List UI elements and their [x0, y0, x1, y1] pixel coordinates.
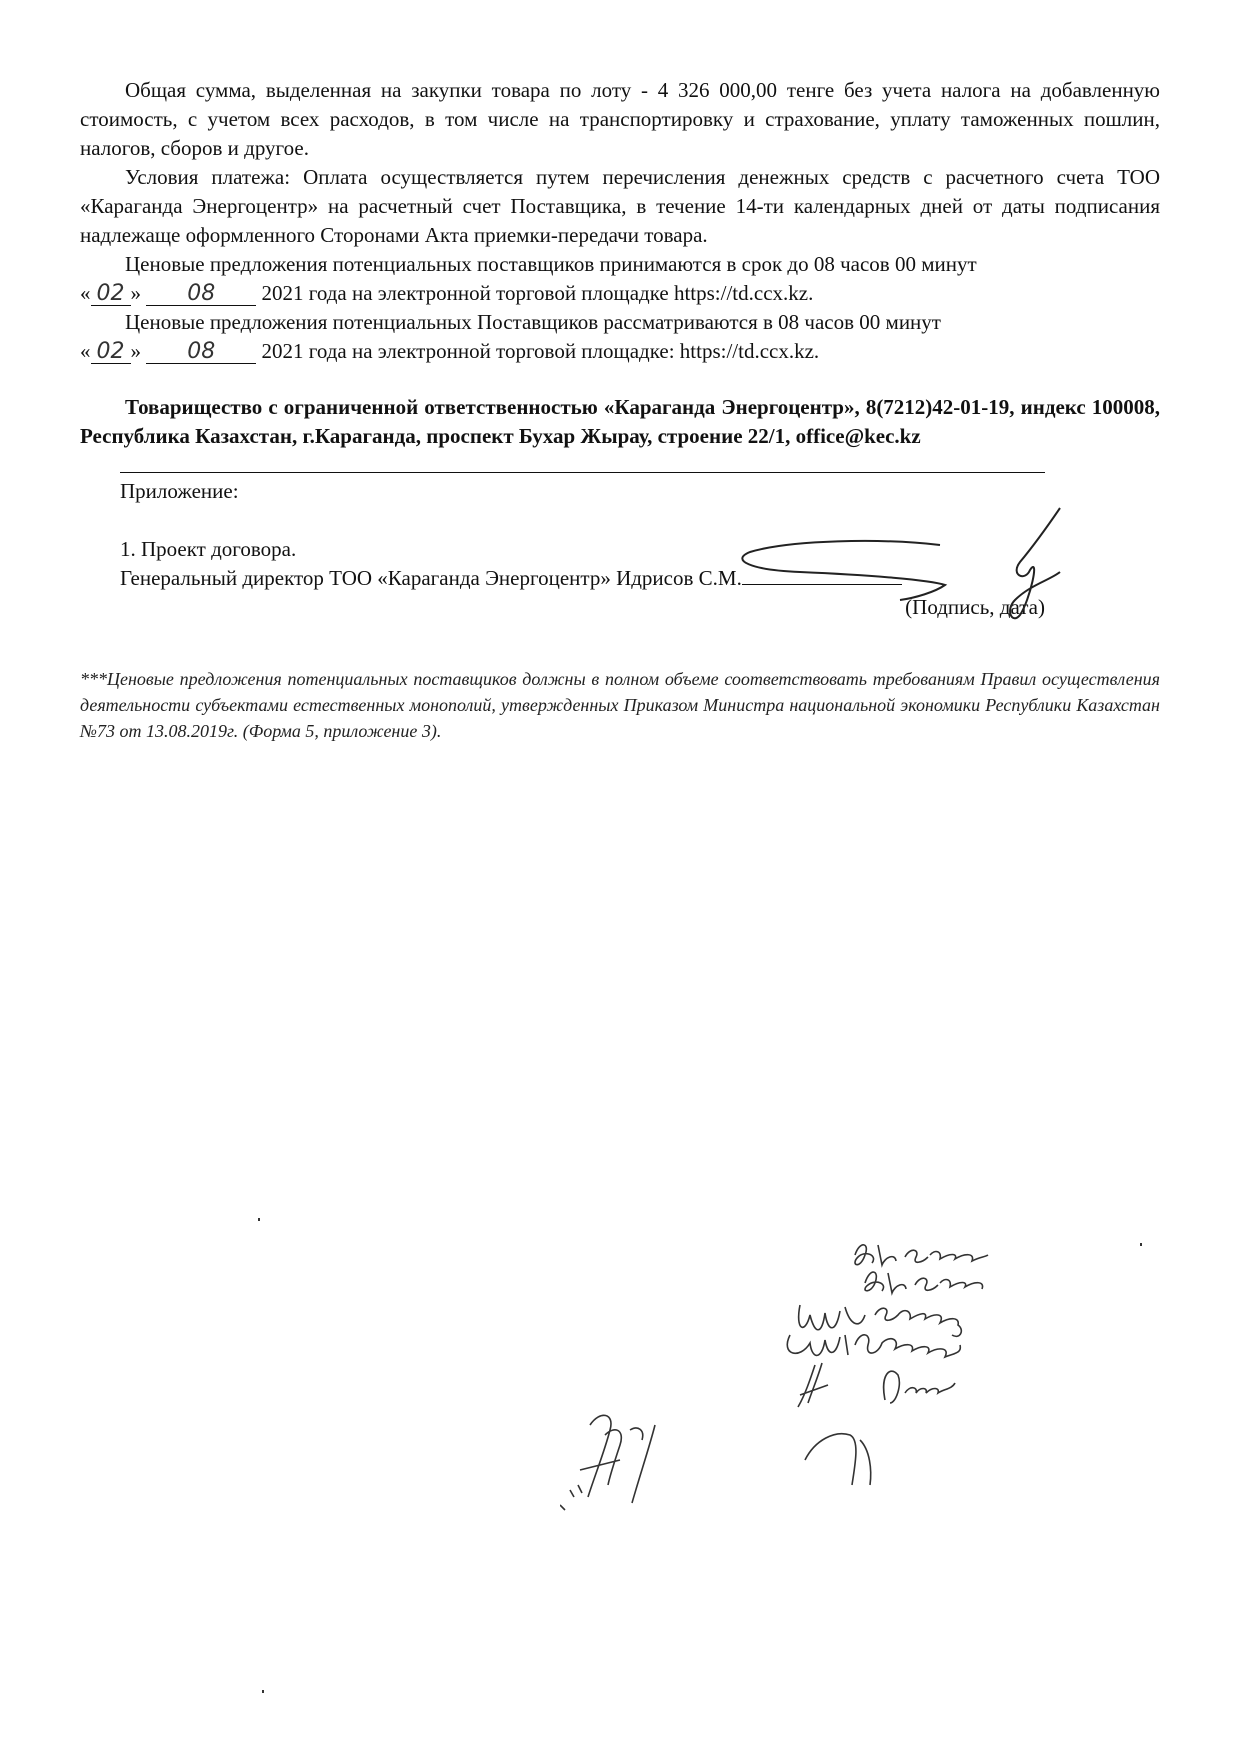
document-page — [80, 76, 1160, 762]
open-quote: « — [80, 281, 91, 305]
consideration-date-line — [80, 337, 1160, 366]
acceptance-paragraph: Ценовые предложения потенциальных поставщиков принимаются в срок до 08 часов 00 минут — [125, 252, 977, 276]
organization-details: Товарищество с ограниченной ответственностью «Караганда Энергоцентр», 8(7212)42-01-19, индекс 100008, Республика Казахстан, г.Караганда, проспект Бухар Жырау, строение 22/1, office@kec.kz — [80, 395, 1160, 448]
director-signature — [730, 500, 1070, 630]
scan-speck — [262, 1690, 264, 1693]
footnote: ***Ценовые предложения потенциальных поставщиков должны в полном объеме соответствовать требованиям Правил осуществления деятельности субъектами естественных монополий, утвержденных Приказом Министра национальной экономики Республики Казахстан №73 от 13.08.2019г. (Форма 5, приложение 3). — [80, 669, 1160, 741]
approval-signatures — [560, 1235, 1080, 1575]
consideration-month: 08 — [146, 341, 256, 364]
consideration-day: 02 — [91, 341, 131, 364]
scan-speck — [258, 1218, 260, 1221]
director-text: Генеральный директор ТОО «Караганда Энергоцентр» Идрисов С.М. — [120, 566, 742, 590]
acceptance-date-rest: 2021 года на электронной торговой площадке https://td.ccx.kz. — [261, 281, 814, 305]
appendix-item: 1. Проект договора. — [120, 537, 297, 561]
appendix-heading: Приложение: — [120, 479, 239, 503]
payment-terms-paragraph: Условия платежа: Оплата осуществляется путем перечисления денежных средств с расчетного счета ТОО «Караганда Энергоцентр» на расчетный счет Поставщика, в течение 14-ти календарных дней от даты подписания надлежаще оформленного Сторонами Акта приемки-передачи товара. — [80, 165, 1160, 247]
consideration-paragraph: Ценовые предложения потенциальных Поставщиков рассматриваются в 08 часов 00 минут — [125, 310, 941, 334]
acceptance-month: 08 — [146, 283, 256, 306]
budget-paragraph: Общая сумма, выделенная на закупки товара по лоту - 4 326 000,00 тенге без учета налога на добавленную стоимость, с учетом всех расходов, в том числе на транспортировку и страхование, уплату таможенных пошлин, налогов, сборов и другое. — [80, 78, 1160, 160]
acceptance-day: 02 — [91, 283, 131, 306]
acceptance-date-line — [80, 279, 1160, 308]
open-quote: « — [80, 339, 91, 363]
consideration-date-rest: 2021 года на электронной торговой площадке: https://td.ccx.kz. — [261, 339, 820, 363]
scan-speck — [1140, 1243, 1142, 1246]
close-quote: » — [130, 339, 141, 363]
signature-caption: (Подпись, дата) — [905, 595, 1045, 619]
separator-line — [120, 472, 1045, 473]
close-quote: » — [130, 281, 141, 305]
